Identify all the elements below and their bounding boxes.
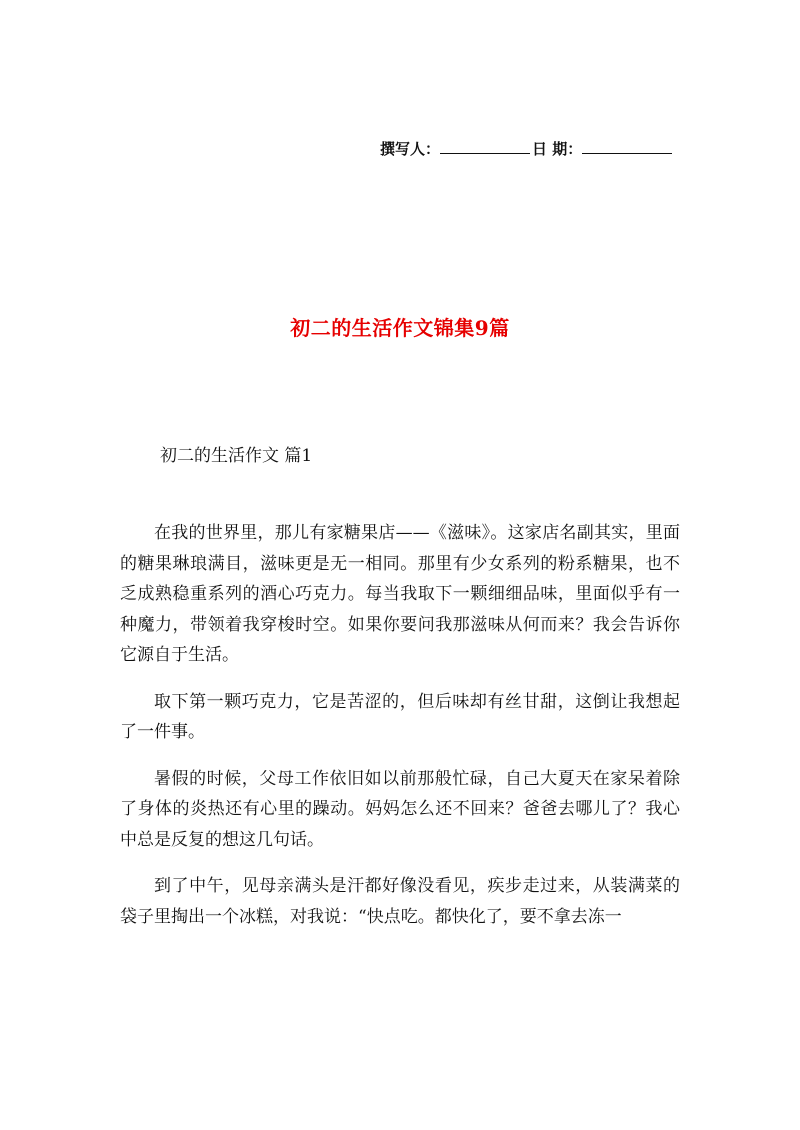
date-label: 日 期： bbox=[532, 140, 583, 158]
author-label: 撰写人： bbox=[380, 140, 441, 158]
paragraph: 在我的世界里，那儿有家糖果店——《滋味》。这家店名副其实，里面的糖果琳琅满目，滋味更是无一相同。那里有少女系列的粉系糖果，也不乏成熟稳重系列的酒心巧克力。每当我取下一颗细细品味，里面似乎有一种魔力，带领着我穿梭时空。如果你要问我那滋味从何而来？我会告诉你它源自于生活。 bbox=[120, 523, 680, 665]
author-blank-line bbox=[440, 139, 530, 154]
section-heading: 初二的生活作文 篇1 bbox=[160, 446, 313, 466]
document-header bbox=[380, 138, 680, 159]
essay-body bbox=[120, 518, 680, 948]
paragraph: 取下第一颗巧克力，它是苦涩的，但后味却有丝甘甜，这倒让我想起了一件事。 bbox=[120, 691, 680, 742]
document-title: 初二的生活作文锦集9篇 bbox=[290, 316, 510, 340]
paragraph: 到了中午，见母亲满头是汗都好像没看见，疾步走过来，从装满菜的袋子里掏出一个冰糕，对我说：“快点吃。都快化了，要不拿去冻一 bbox=[120, 876, 680, 927]
paragraph: 暑假的时候，父母工作依旧如以前那般忙碌，自己大夏天在家呆着除了身体的炎热还有心里的躁动。妈妈怎么还不回来？爸爸去哪儿了？我心中总是反复的想这几句话。 bbox=[120, 768, 680, 850]
date-blank-line bbox=[582, 139, 672, 154]
